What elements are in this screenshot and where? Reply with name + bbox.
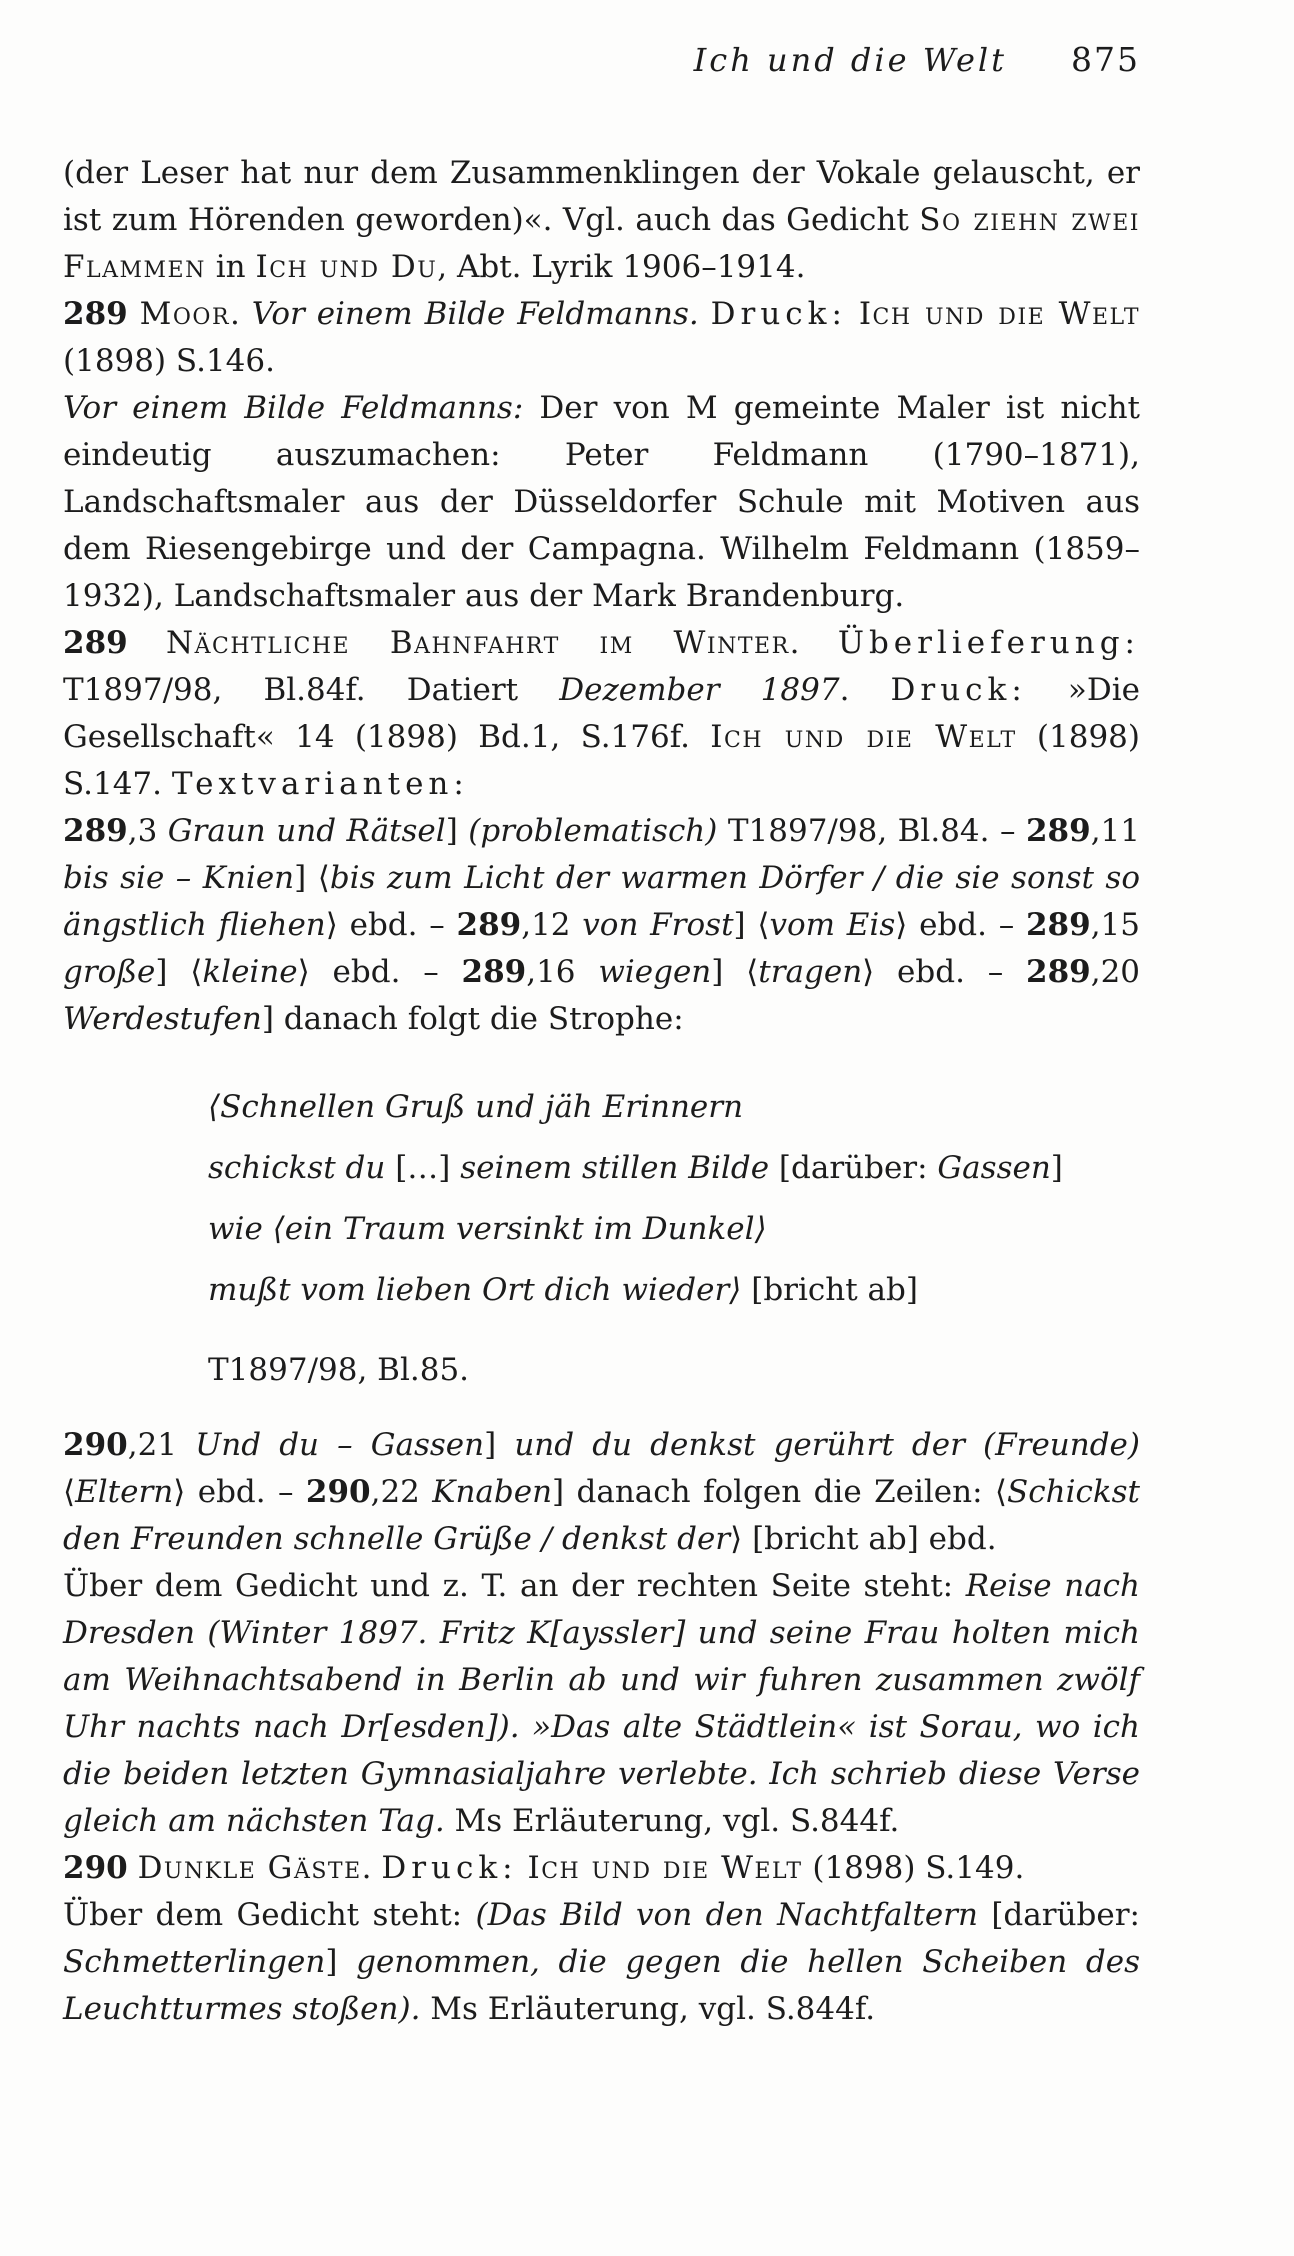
text-segment: ,3: [127, 813, 168, 849]
text-segment: ]: [325, 1944, 357, 1980]
note-288-continuation: [63, 150, 1140, 291]
text-segment: Moor: [139, 296, 231, 332]
text-segment: 290: [305, 1474, 371, 1510]
text-segment: und du denkst gerührt der (Freunde): [514, 1427, 1141, 1463]
text-segment: ,15: [1090, 907, 1141, 943]
verse-line: [208, 1138, 1140, 1199]
text-segment: Druck:: [381, 1850, 518, 1886]
text-segment: Ich und Du: [255, 249, 438, 285]
note-289-moor-commentary: [63, 385, 1140, 620]
text-segment: 289: [1026, 954, 1091, 990]
note-290-reise-nach-dresden: [63, 1563, 1140, 1845]
text-segment: .: [361, 1850, 382, 1886]
text-segment: 289: [461, 954, 527, 990]
text-segment: 289: [63, 625, 128, 661]
text-segment: (der Leser hat nur dem Zusammenklingen der Vokale gelauscht, er ist zum Hörenden geworden)«. Vgl. auch das Gedicht: [63, 155, 1140, 238]
text-segment: seinem stillen Bilde: [460, 1150, 770, 1186]
text-segment: ] ⟨: [733, 907, 770, 943]
text-segment: Ich und die Welt: [710, 719, 1017, 755]
running-head-title: Ich und die Welt: [693, 41, 1007, 79]
text-segment: ,11: [1090, 813, 1140, 849]
text-segment: [847, 296, 859, 332]
text-segment: 289: [456, 907, 522, 943]
text-segment: [128, 1850, 138, 1886]
text-segment: Knaben: [432, 1474, 553, 1510]
text-segment: große: [63, 954, 156, 990]
verse-source: [208, 1347, 1140, 1394]
text-segment: .: [230, 296, 252, 332]
text-segment: [darüber:: [977, 1897, 1140, 1933]
text-segment: Über dem Gedicht und z. T. an der rechten Seite steht:: [63, 1568, 966, 1604]
text-segment: ⟨: [63, 1474, 76, 1510]
text-segment: [518, 1850, 528, 1886]
text-segment: 289: [63, 296, 128, 332]
text-segment: ⟨Schnellen Gruß und jäh Erinnern: [208, 1089, 744, 1125]
note-289-naechtliche-bahnfahrt: [63, 620, 1140, 808]
text-segment: ⟩ [bricht ab] ebd.: [730, 1521, 997, 1557]
text-segment: kleine: [202, 954, 298, 990]
text-segment: Ms Erläuterung, vgl. S.844f.: [444, 1803, 900, 1839]
text-segment: [bricht ab]: [741, 1272, 918, 1308]
text-segment: Dezember 1897: [559, 672, 840, 708]
text-segment: ⟩ ebd. –: [895, 907, 1026, 943]
text-segment: bis sie – Knien: [63, 860, 295, 896]
page-number: 875: [1071, 40, 1140, 79]
text-segment: ,16: [526, 954, 599, 990]
note-289-textvarianten: [63, 808, 1140, 1043]
text-segment: tragen: [758, 954, 863, 990]
text-segment: (1898) S.147.: [63, 719, 1140, 802]
page-header: [63, 40, 1140, 79]
verse-strophe: [208, 1077, 1140, 1321]
note-290-dunkle-gaeste: [63, 1845, 1140, 1892]
verse-line: [208, 1077, 1140, 1138]
text-segment: Schmetterlingen: [63, 1944, 326, 1980]
verse-line: [208, 1199, 1140, 1260]
text-segment: Vor einem Bilde Feldmanns.: [251, 296, 699, 332]
text-segment: [699, 296, 711, 332]
text-segment: ] ⟨: [294, 860, 330, 896]
note-289-moor: [63, 291, 1140, 385]
text-segment: Überlieferung:: [837, 625, 1140, 661]
text-segment: , Abt. Lyrik 1906–1914.: [437, 249, 806, 285]
text-segment: Dunkle Gäste: [137, 1850, 362, 1886]
text-segment: ]: [484, 1427, 515, 1463]
text-segment: ⟩ ebd. –: [173, 1474, 306, 1510]
text-segment: ,22: [370, 1474, 433, 1510]
text-segment: 290: [63, 1850, 128, 1886]
text-segment: genommen, die gegen die hellen Scheiben des Leuchtturmes stoßen).: [63, 1944, 1140, 2027]
text-segment: T1897/98, Bl.84f. Datiert: [63, 672, 560, 708]
text-segment: Reise nach Dresden (Winter 1897. Fritz K[ayssler] und seine Frau holten mich am Weihnachtsabend in Berlin ab und wir fuhren zusammen zwölf Uhr nachts nach Dr[esden]). »Das alte Städtlein« ist Sorau, wo ich die beiden letzten Gymnasialjahre verlebte. Ich schrieb diese Verse gleich am nächsten Tag.: [63, 1568, 1141, 1839]
note-290-textvarianten: [63, 1422, 1140, 1563]
text-segment: schickst du: [208, 1150, 396, 1186]
verse-line: [208, 1260, 1140, 1321]
text-segment: Druck:: [710, 296, 847, 332]
text-segment: Druck:: [890, 672, 1027, 708]
text-segment: ,12: [521, 907, 583, 943]
text-segment: .: [839, 672, 891, 708]
text-segment: […]: [395, 1150, 461, 1186]
text-segment: Eltern: [75, 1474, 174, 1510]
text-segment: wiegen: [598, 954, 712, 990]
text-segment: Über dem Gedicht steht:: [63, 1897, 476, 1933]
text-segment: Vor einem Bilde Feldmanns:: [63, 390, 524, 426]
text-segment: ]: [1050, 1150, 1063, 1186]
text-segment: Textvarianten:: [171, 766, 469, 802]
text-segment: ⟩ ebd. –: [862, 954, 1027, 990]
text-segment: [128, 625, 166, 661]
text-segment: vom Eis: [769, 907, 896, 943]
text-segment: 289: [1025, 813, 1091, 849]
text-segment: (1898) S.149.: [802, 1850, 1025, 1886]
text-segment: Werdestufen: [63, 1001, 262, 1037]
text-segment: ] ⟨: [155, 954, 203, 990]
text-segment: ,20: [1090, 954, 1141, 990]
text-segment: in: [205, 249, 256, 285]
text-segment: ,21: [127, 1427, 196, 1463]
text-segment: Graun und Rätsel: [167, 813, 446, 849]
text-segment: 290: [63, 1427, 128, 1463]
text-segment: Und du – Gassen: [195, 1427, 485, 1463]
note-290-dunkle-gaeste-commentary: [63, 1892, 1140, 2033]
text-block: [63, 150, 1140, 2033]
text-segment: ] ⟨: [711, 954, 759, 990]
text-segment: ⟩ ebd. –: [325, 907, 457, 943]
text-segment: (Das Bild von den Nachtfaltern: [475, 1897, 978, 1933]
text-segment: bis zum Licht der warmen Dörfer / die sie sonst so ängstlich fliehen: [63, 860, 1141, 943]
text-segment: Gassen: [937, 1150, 1051, 1186]
text-segment: mußt vom lieben Ort dich wieder⟩: [208, 1272, 742, 1308]
text-segment: T1897/98, Bl.84. –: [717, 813, 1026, 849]
text-segment: [128, 296, 140, 332]
text-segment: [darüber:: [769, 1150, 938, 1186]
text-segment: ]: [445, 813, 469, 849]
text-segment: Ich und die Welt: [527, 1850, 803, 1886]
text-segment: Ms Erläuterung, vgl. S.844f.: [420, 1991, 876, 2027]
text-segment: »Die Gesellschaft« 14 (1898) Bd.1, S.176f.: [63, 672, 1140, 755]
text-segment: T1897/98, Bl.85.: [208, 1352, 470, 1388]
text-segment: Nächtliche Bahnfahrt im Winter: [166, 625, 790, 661]
text-segment: 289: [63, 813, 128, 849]
text-segment: .: [789, 625, 838, 661]
text-segment: wie ⟨ein Traum versinkt im Dunkel⟩: [208, 1211, 767, 1247]
text-segment: (problematisch): [468, 813, 718, 849]
text-segment: Ich und die Welt: [858, 296, 1141, 332]
text-segment: So ziehn zwei Flammen: [63, 202, 1140, 285]
text-segment: ] danach folgen die Zeilen: ⟨: [552, 1474, 1008, 1510]
text-segment: Schickst den Freunden schnelle Grüße / denkst der: [63, 1474, 1141, 1557]
text-segment: von Frost: [582, 907, 734, 943]
text-segment: Der von M gemeinte Maler ist nicht eindeutig auszumachen: Peter Feldmann (1790–1871), Landschaftsmaler aus der Düsseldorfer Schule mit Motiven aus dem Riesengebirge und der Campagna. Wilhelm Feldmann (1859–1932), Landschaftsmaler aus der Mark Brandenburg.: [63, 390, 1140, 614]
text-segment: ⟩ ebd. –: [297, 954, 462, 990]
text-segment: 289: [1025, 907, 1091, 943]
text-segment: ] danach folgt die Strophe:: [261, 1001, 684, 1037]
text-segment: (1898) S.146.: [63, 343, 275, 379]
